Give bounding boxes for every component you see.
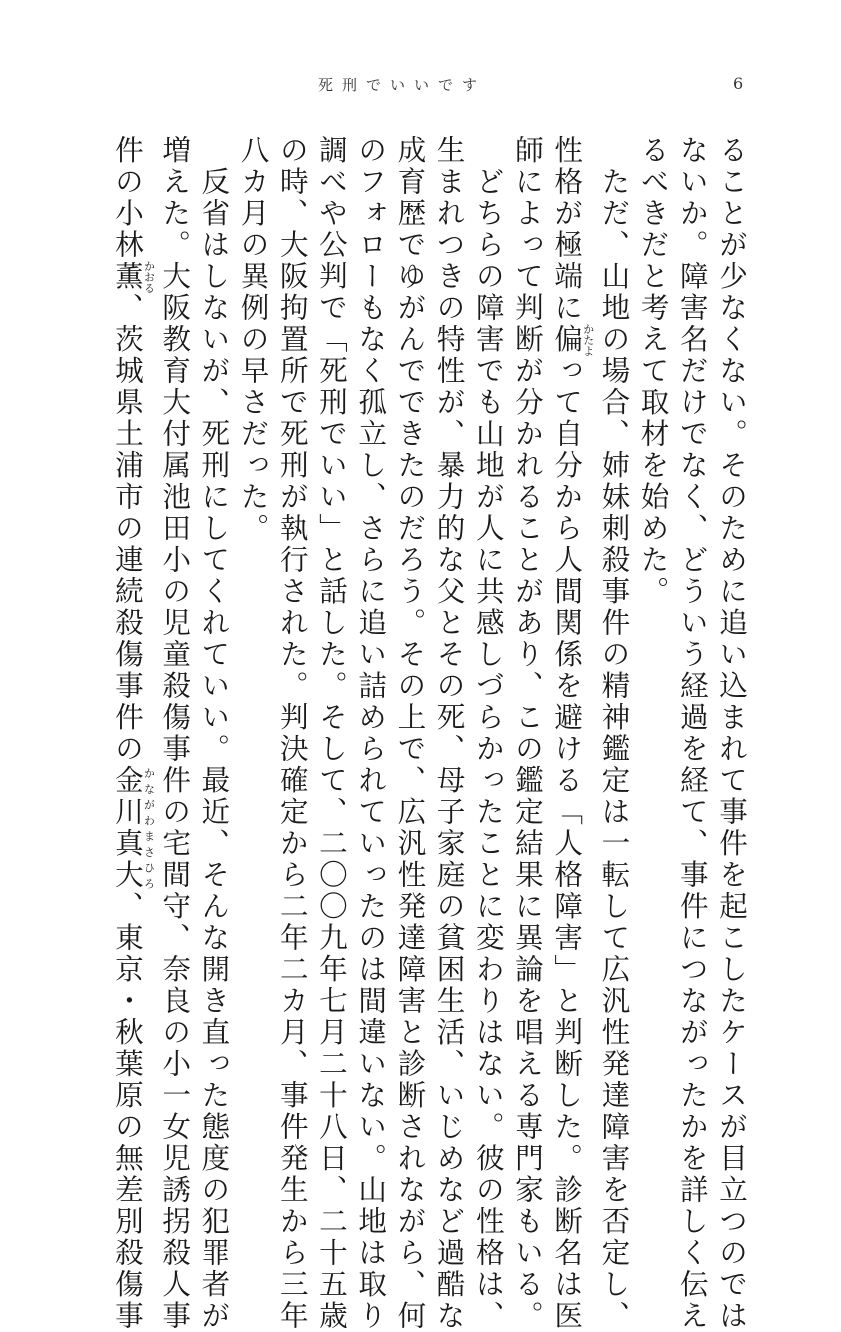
text-line-8: 生まれつきの特性が、暴力的な父とその死、母子家庭の貧困生活、いじめなど過酷な <box>429 135 468 1140</box>
ruby-base: 金川真大 <box>111 765 145 891</box>
text-line-7: どちらの障害でも山地が人に共感しづらかったことに変わりはない。彼の性格は、 <box>469 135 508 1140</box>
page-number: 6 <box>733 74 743 93</box>
text-line-16-part-b: 、茨城県土浦市の連続殺傷事件の <box>111 293 145 766</box>
ruby-reading: かおる <box>142 260 155 293</box>
ruby-base: 偏 <box>550 323 584 356</box>
text-line-3: るべきだと考えて取材を始めた。 <box>633 135 672 1140</box>
ruby-base: 薫 <box>111 260 145 293</box>
text-line-5-part-b: って自分から人間関係を避ける「人格障害」と判断した。診断名は医 <box>550 356 584 1332</box>
ruby-kanagawa-masahiro <box>111 765 145 891</box>
text-line-5 <box>547 135 594 1140</box>
text-line-5-part-a: 性格が極端に <box>550 135 584 324</box>
body-text <box>108 135 751 1140</box>
text-line-1: ることが少なくない。そのために追い込まれて事件を起こしたケースが目立つのでは <box>712 135 751 1140</box>
text-line-2: ないか。障害名だけでなく、どういう経過を経て、事件につながったかを詳しく伝え <box>673 135 712 1140</box>
text-line-15: 増えた。大阪教育大付属池田小の児童殺傷事件の宅間守、奈良の小一女児誘拐殺人事 <box>155 135 194 1140</box>
text-line-10: のフォローもなく孤立し、さらに追い詰められていったのは間違いない。山地は取り <box>351 135 390 1140</box>
ruby-kata-yo <box>550 324 584 356</box>
text-line-4: ただ、山地の場合、姉妹刺殺事件の精神鑑定は一転して広汎性発達障害を否定し、 <box>594 135 633 1140</box>
ruby-reading: かながわまさひろ <box>142 765 155 891</box>
ruby-kaoru <box>111 261 145 293</box>
ruby-reading: かたよ <box>582 323 595 356</box>
text-line-16-part-c: 、東京・秋葉原の無差別殺傷事 <box>111 891 145 1332</box>
text-line-13: 八カ月の異例の早さだった。 <box>233 135 272 1140</box>
text-line-16 <box>108 135 155 1140</box>
text-line-11: 調べや公判で「死刑でいい」と話した。そして、二〇〇九年七月二十八日、二十五歳 <box>312 135 351 1140</box>
text-line-14: 反省はしないが、死刑にしてくれていい。最近、そんな開き直った態度の犯罪者が <box>194 135 233 1140</box>
running-title: 死刑でいいです <box>318 74 486 95</box>
text-line-16-part-a: 件の小林 <box>111 135 145 261</box>
text-line-12: の時、大阪拘置所で死刑が執行された。判決確定から二年二カ月、事件発生から三年 <box>273 135 312 1140</box>
text-line-6: 師によって判断が分かれることがあり、この鑑定結果に異論を唱える専門家もいる。 <box>508 135 547 1140</box>
text-line-9: 成育歴でゆがんでできたのだろう。その上で、広汎性発達障害と診断されながら、何 <box>390 135 429 1140</box>
